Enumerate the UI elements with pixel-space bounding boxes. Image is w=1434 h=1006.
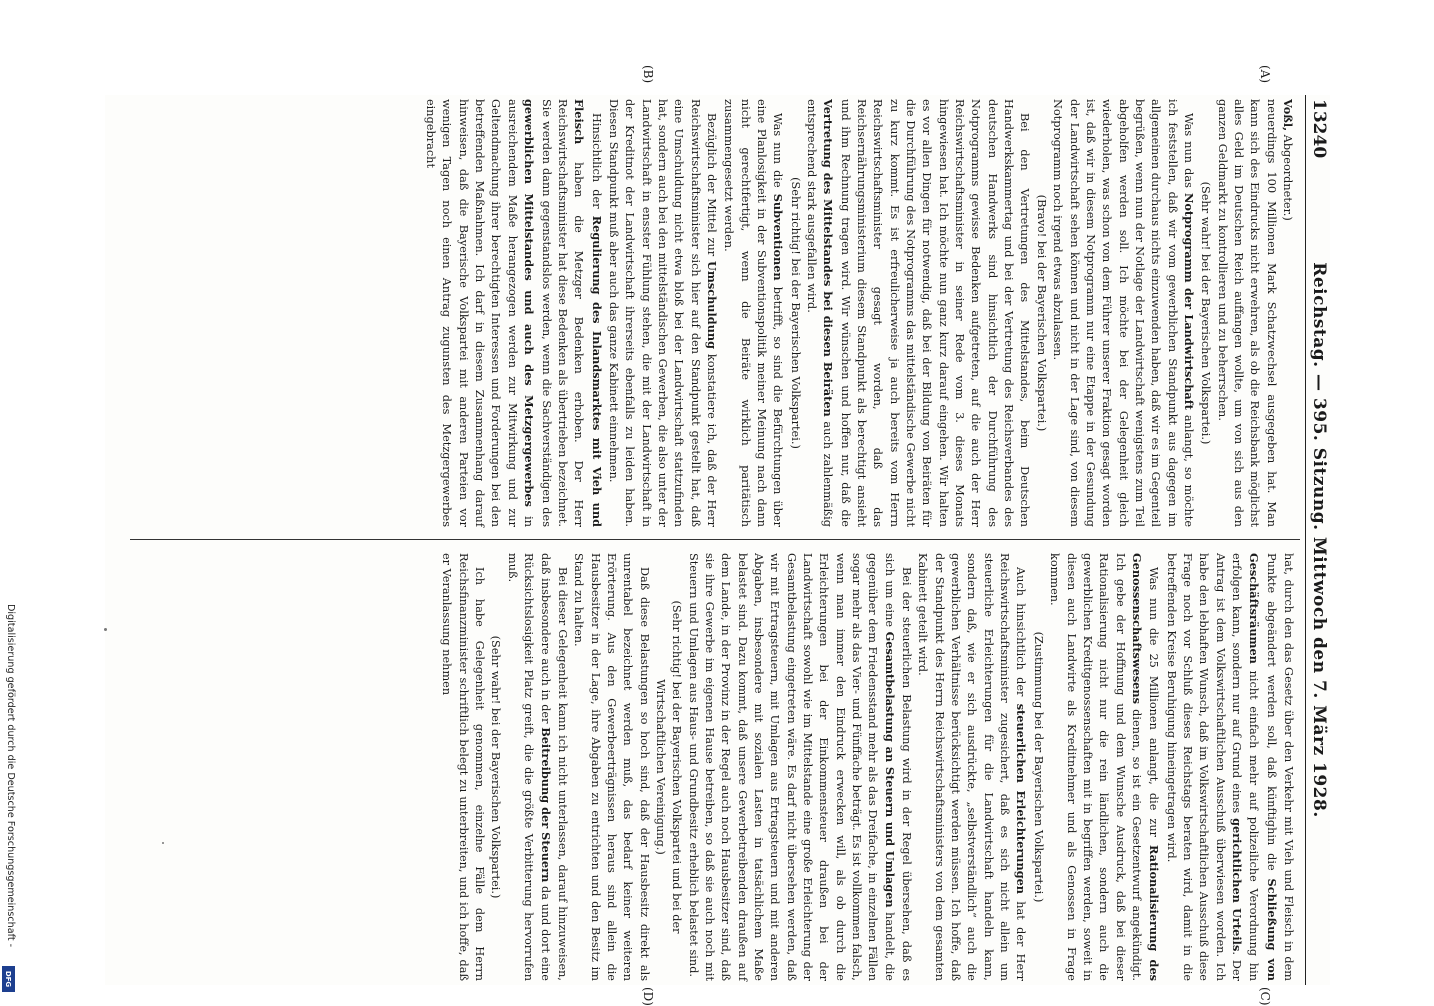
paragraph: neuerdings 100 Millionen Mark Schatzwechsel ausgegeben hat. Man kann sich des Eindrucks nicht erwehren, als ob die Reichsbank möglichst alles Geld im Deutschen Reich auffangen wollte, um von sich aus den ganzen Geldmarkt zu kontrollieren und zu beherrschen. bbox=[1215, 99, 1278, 527]
digitization-note: Digitalisierung gefördert durch die Deutsche Forschungsgemeinschaft - bbox=[5, 604, 16, 948]
page-number: 13240 bbox=[1309, 99, 1329, 159]
paragraph: Bei der steuerlichen Belastung wird in der Regel übersehen, daß es sich um eine Gesamtbelastung an Steuern und Umlagen handelt, die gegenüber dem Friedensstand mehr als das Dreifache, in einzelnen Fällen sogar mehr als das Vier- und Fünffache beträgt. Es ist vollkommen falsch, wenn man immer den Eindruck erwecken will, als ob durch die Erleichterungen bei der Einkommensteuer draußen bei der Landwirtschaft sowohl wie im Mittelstande eine große Erleichterung der Gesamtbelastung eingetreten wäre. Es darf nicht übersehen werden, daß wir mit Ertragsteuern, mit Umlagen aus Ertragsteuern und mit anderen Abgaben, insbesondere mit sozialen Lasten in tatsächlichem Maße belastet sind. Dazu kommt, daß unsere Gewerbetreibenden draußen auf dem Lande, in der Provinz in der Regel auch noch Hausbesitzer sind, daß sie ihre Gewerbe im eigenen Hause betreiben, so daß sie auch noch mit Steuern und Umlagen aus Haus- und Grundbesitz erheblich belastet sind. bbox=[686, 553, 914, 981]
scan-speck bbox=[104, 628, 107, 631]
bold-keyword: Regulierung des Inlandsmarktes mit Vieh und Fleisch bbox=[572, 99, 604, 528]
page-title: Reichstag. — 395. Sitzung. Mittwoch den 7. März 1928. bbox=[1309, 262, 1329, 818]
paragraph: Bei dieser Gelegenheit kann ich nicht unterlassen, darauf hinzuweisen, daß insbesondere auch in der Beitreibung der Steuern da und dort eine Rücksichtslosigkeit Platz greift, die die größte Verbitterung hervorrufen muß. bbox=[505, 553, 569, 981]
bold-keyword: Rationalisierung des Genossenschaftswesens bbox=[1129, 553, 1162, 982]
interjection-remark: (Sehr wahr! bei der Bayerischen Volkspartei.) bbox=[1199, 181, 1213, 445]
bold-keyword: Beitreibung der Steuern bbox=[538, 727, 553, 883]
margin-marker-b: (B) bbox=[641, 65, 655, 84]
bold-keyword: Voßl, bbox=[1281, 99, 1295, 132]
right-column bbox=[136, 553, 1296, 981]
bold-keyword: Umschuldung bbox=[704, 261, 719, 350]
paragraph: Auch hinsichtlich der steuerlichen Erleichterungen hat der Herr Reichswirtschaftsminister zugesichert, daß es sich nicht allein um steuerliche Erleichterungen für die Landwirtschaft handeln kann, sondern daß, wie er sich ausdrückte, „selbstverständlich“ auch die gewerblichen Verhältnisse berücksichtigt werden müssen. Ich hoffe, daß der Standpunkt des Herrn Reichswirtschaftsministers von dem gesamten Kabinett geteilt wird. bbox=[916, 553, 1029, 981]
paragraph: Hinsichtlich der Regulierung des Inlandsmarktes mit Vieh und Fleisch haben die Metzger Bedenken erhoben. Der Herr Reichswirtschaftsminister hat diese Bedenken als übertrieben bezeichnet. Sie werden dann gegenstandslos werden, wenn die Sachverständigen des gewerblichen Mittelstandes und auch des Metzgergewerbes in ausreichendem Maße herangezogen werden zur Mitwirkung und zur Geltendmachung ihrer berechtigten Interessen und Forderungen bei den betreffenden Maßnahmen. Ich darf in diesem Zusammenhang darauf hinweisen, daß die Bayerische Volkspartei mit anderen Parteien vor wenigen Tagen noch einen Antrag zugunsten des Metzgergewerbes eingebracht bbox=[424, 99, 604, 528]
rotated-scanned-page bbox=[105, 65, 1330, 1006]
paragraph: Bezüglich der Mittel zur Umschuldung konstatiere ich, daß der Herr Reichswirtschaftsminister sich hier auf den Standpunkt gestellt hat, daß eine Umschuldung nicht etwa bloß bei der Landwirtschaft stattzufinden hat, sondern auch bei den mittelständischen Gewerben, die also unter der Landwirtschaft in ensster Fühlung stehen, die mit der Landwirtschaft in der Kreditnot der Landwirtschaft ihrerseits ebenfalls zu leiden haben. Diesen Standpunkt muß aber auch das ganze Kabinett einnehmen. bbox=[606, 99, 719, 527]
paragraph: Was nun das Notprogramm der Landwirtschaft anlangt, so möchte ich feststellen, daß wir vom gewerblichen Standpunkt aus dagegen im allgemeinen durchaus nichts einzuwenden haben, daß wir es im Gegenteil begrüßen, wenn nun der Notlage der Landwirtschaft wenigstens zum Teil abgeholfen werden soll. Ich möchte bei der Gelegenheit gleich wiederholen, was schon von dem Führer unserer Fraktion gesagt worden ist, daß wir in diesem Notprogramm nur eine Etappe in der Gesundung der Landwirtschaft sehen können und nicht in der Lage sind, von diesem Notprogramm noch irgend etwas abzulassen. bbox=[1051, 99, 1196, 528]
interjection-remark: (Zustimmung bei der Bayerischen Volkspartei.) bbox=[1031, 631, 1045, 903]
margin-marker-d: (D) bbox=[641, 987, 655, 1006]
scan-speck bbox=[162, 842, 164, 844]
interjection-remark: (Sehr wahr! bei der Bayerischen Volkspartei.) bbox=[489, 635, 503, 899]
interjection-remark: (Sehr richtig! bei der Bayerischen Volkspartei und bei der Wirtschaftlichen Vereinigung.) bbox=[653, 600, 684, 934]
paragraph: Bei den Vertretungen des Mittelstandes, beim Deutschen Handwerkskammertag und bei der Vertretung des Reichsverbandes des deutschen Handwerks sind hinsichtlich der Durchführung des Notprogramms gewisse Bedenken aufgetreten, auf die auch der Herr Reichswirtschaftsminister in seiner Rede vom 3. dieses Monats hingewiesen hat. Ich möchte nun ganz kurz darauf eingehen. Wir halten es vor allen Dingen für notwendig, daß bei der Bildung von Beiräten für die Durchführung des Notprogramms das mittelständische Gewerbe nicht zu kurz kommt. Es ist erfreulicherweise ja auch bereits vom Herrn Reichswirtschaftsminister gesagt worden, daß das Reichsernährungsministerium diesem Standpunkt als berechtigt ansieht und ihm Rechnung tragen wird. Wir wünschen und hoffen nur, daß die Vertretung des Mittelstandes bei diesen Beiräten auch zahlenmäßig entsprechend stark ausgefallen wird. bbox=[805, 99, 1032, 528]
paragraph: Daß diese Belastungen so hoch sind, daß der Hausbesitz direkt als unrentabel bezeichnet werden muß, das bedarf keiner weiteren Erörterung. Aus den Gewerbeerträgnissen heraus sind allein die Hausbesitzer in der Lage, ihre Abgaben zu entrichten und den Besitz im Stand zu halten. bbox=[572, 553, 651, 981]
margin-marker-c: (C) bbox=[1258, 987, 1272, 1006]
interjection-remark: (Sehr richtig! bei der Bayerischen Volkspartei.) bbox=[788, 177, 802, 449]
bold-keyword: gerichtlichen Urteils bbox=[1229, 818, 1244, 952]
paragraph: Was nun die Subventionen betrifft, so sind die Befürchtungen über eine Planlosigkeit in der Subventionspolitik meiner Meinung nach dann nicht gerechtfertigt, wenn die Beiräte wirklich paritätisch zusammengesetzt werden. bbox=[722, 99, 786, 528]
paragraph: Ich habe Gelegenheit genommen, einzelne Fälle dem Herrn Reichsfinanzminister schriftlich belegt zu unterbreiten, und ich hoffe, daß er Veranlassung nehmen bbox=[440, 553, 487, 981]
dfg-logo: DFG bbox=[2, 966, 15, 992]
bold-keyword: Vertretung des Mittelstandes bei diesen Beiräten bbox=[821, 99, 836, 417]
margin-marker-a: (A) bbox=[1258, 65, 1272, 84]
paragraph: Was nun die 25 Millionen anlangt, die zur Rationalisierung des Genossenschaftswesens dienen, so ist ein Gesetzentwurf angekündigt. Ich gebe der Hoffnung und dem Wunsche Ausdruck, daß bei dieser Rationalisierung nicht nur die rein ländlichen, sondern auch die gewerblichen Kreditgenossenschaften mit in begriffen werden, soweit in diesen auch Landwirte als Kreditnehmer und als Genossen in Frage kommen. bbox=[1048, 553, 1162, 982]
paragraph: hat, durch den das Gesetz über den Verkehr mit Vieh und Fleisch in dem Punkte abgeändert werden soll, daß künftighin die Schließung von Geschäftsräumen nicht einfach mehr auf polizeiliche Verordnung hin erfolgen kann, sondern nur auf Grund eines gerichtlichen Urteils. Der Antrag ist dem Volkswirtschaftlichen Ausschuß überwiesen worden. Ich habe den lebhaften Wunsch, daß im Volkswirtschaftlichen Ausschuß diese Frage noch vor Schluß dieses Reichstags beraten wird, damit in die betreffenden Kreise Beruhigung hineingetragen wird. bbox=[1164, 553, 1295, 981]
column-divider bbox=[130, 539, 1300, 540]
bold-keyword: Schließung von Geschäftsräumen bbox=[1247, 553, 1279, 981]
paragraph: Voßl, Abgeordneter.) bbox=[1281, 99, 1295, 221]
bold-keyword: Notprogramm der Landwirtschaft bbox=[1181, 193, 1196, 410]
bold-keyword: steuerlichen Erleichterungen bbox=[1014, 703, 1029, 894]
bold-keyword: Subventionen bbox=[771, 193, 786, 281]
left-column bbox=[136, 99, 1296, 527]
interjection-remark: (Bravo! bei der Bayerischen Volkspartei.) bbox=[1034, 194, 1048, 432]
page-header bbox=[1305, 95, 1330, 985]
bold-keyword: gewerblichen Mittelstandes und auch des Metzgergewerbes bbox=[522, 99, 537, 507]
bold-keyword: Gesamtbelastung an Steuern und Umlagen bbox=[882, 631, 897, 908]
